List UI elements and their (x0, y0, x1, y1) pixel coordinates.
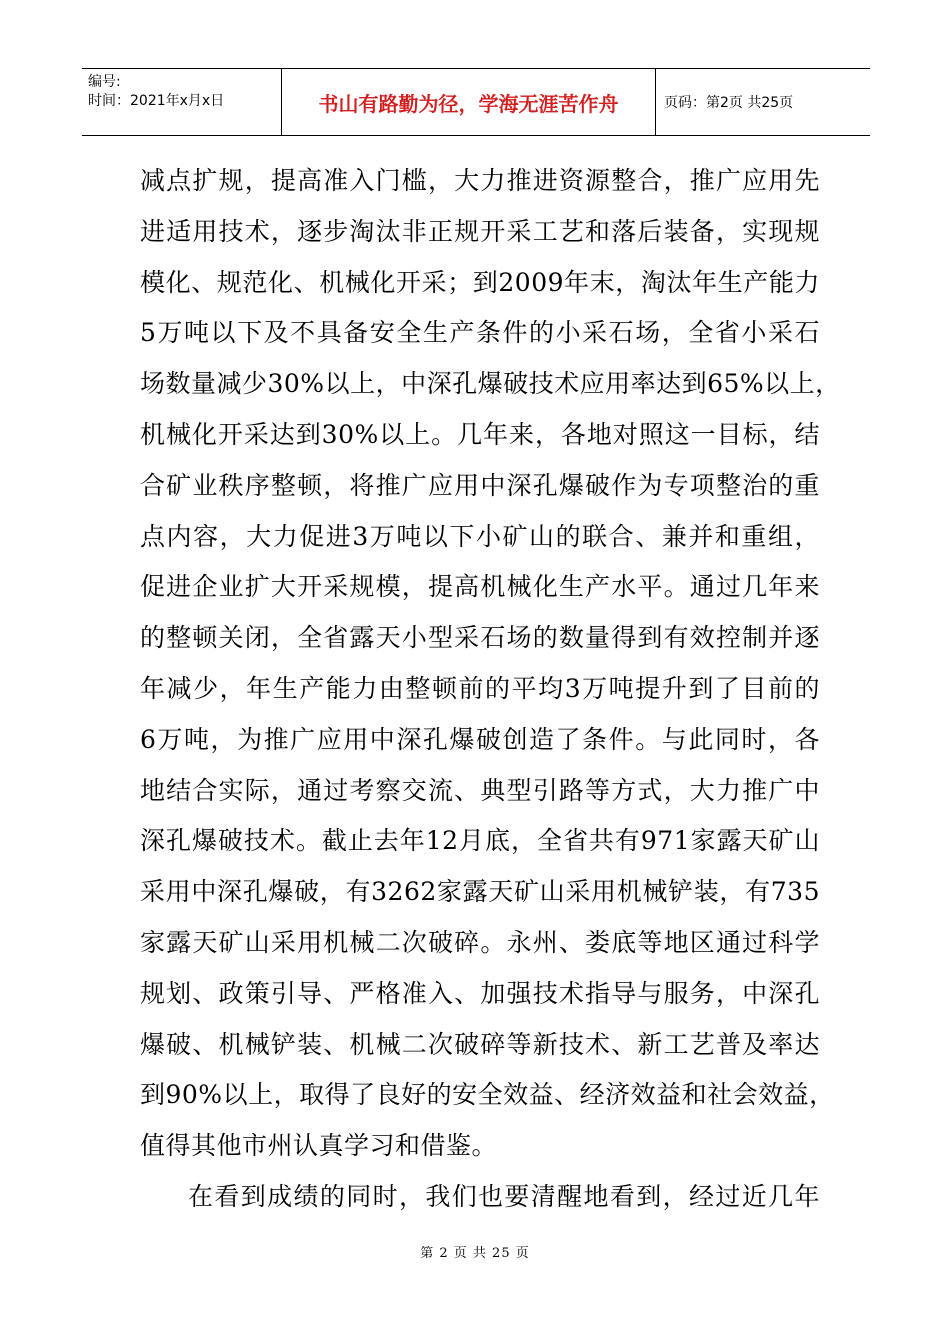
document-header (82, 68, 870, 136)
header-motto: 书山有路勤为径，学海无涯苦作舟 (282, 69, 656, 135)
body-line: 场数量减少30%以上，中深孔爆破技术应用率达到65%以上， (140, 369, 841, 399)
header-meta (82, 69, 282, 135)
body-line: 点内容，大力促进3万吨以下小矿山的联合、兼并和重组， (140, 521, 820, 551)
body-line: 规划、政策引导、严格准入、加强技术指导与服务，中深孔 (140, 978, 820, 1008)
body-line: 模化、规范化、机械化开采；到2009年末，淘汰年生产能力 (140, 267, 820, 297)
body-line-paragraph-start: 在看到成绩的同时，我们也要清醒地看到，经过近几年 (188, 1181, 820, 1211)
document-number-label: 编号: (88, 74, 121, 90)
body-line: 6万吨，为推广应用中深孔爆破创造了条件。与此同时，各 (140, 724, 820, 754)
body-line: 家露天矿山采用机械二次破碎。永州、娄底等地区通过科学 (140, 927, 820, 957)
body-line: 合矿业秩序整顿，将推广应用中深孔爆破作为专项整治的重 (140, 470, 820, 500)
body-line: 地结合实际，通过考察交流、典型引路等方式，大力推广中 (140, 775, 820, 805)
body-line: 促进企业扩大开采规模，提高机械化生产水平。通过几年来 (140, 572, 820, 602)
document-body (140, 156, 841, 1223)
page-footer: 第 2 页 共 25 页 (420, 1246, 530, 1261)
header-page-info: 页码：第2页 共25页 (664, 95, 794, 111)
document-time-label: 时间：2021年x月x日 (88, 93, 225, 109)
body-line: 深孔爆破技术。截止去年12月底，全省共有971家露天矿山 (140, 826, 820, 856)
body-line: 机械化开采达到30%以上。几年来，各地对照这一目标，结 (140, 419, 820, 449)
body-line: 采用中深孔爆破，有3262家露天矿山采用机械铲装，有735 (140, 877, 820, 907)
body-line: 爆破、机械铲装、机械二次破碎等新技术、新工艺普及率达 (140, 1029, 820, 1059)
body-line: 5万吨以下及不具备安全生产条件的小采石场，全省小采石 (140, 318, 820, 348)
body-line: 年减少，年生产能力由整顿前的平均3万吨提升到了目前的 (140, 673, 820, 703)
body-line: 的整顿关闭，全省露天小型采石场的数量得到有效控制并逐 (140, 623, 820, 653)
body-line: 进适用技术，逐步淘汰非正规开采工艺和落后装备，实现规 (140, 216, 820, 246)
body-line-paragraph-end: 值得其他市州认真学习和借鉴。 (140, 1131, 498, 1161)
body-line: 到90%以上，取得了良好的安全效益、经济效益和社会效益， (140, 1080, 835, 1110)
body-line: 减点扩规，提高准入门槛，大力推进资源整合，推广应用先 (140, 166, 820, 195)
